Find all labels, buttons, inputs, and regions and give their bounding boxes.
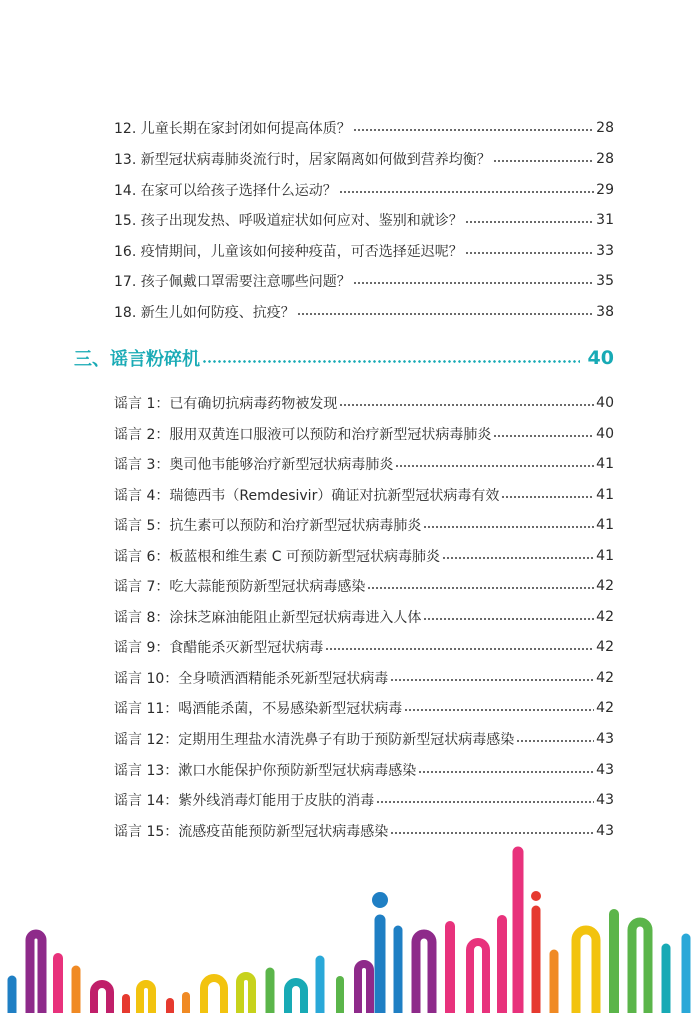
toc-entry-label: 15. 孩子出现发热、呼吸道症状如何应对、鉴别和就诊？ — [114, 213, 463, 229]
toc-entry-page: 29 — [596, 182, 614, 198]
rumor-entry[interactable] — [114, 545, 614, 567]
rumor-entry[interactable] — [114, 484, 614, 506]
toc-entry-label: 14. 在家可以给孩子选择什么运动？ — [114, 183, 337, 199]
dot-leader — [390, 679, 594, 681]
toc-entry-page: 28 — [596, 120, 614, 136]
dot-leader — [353, 282, 594, 284]
toc-entry[interactable] — [114, 240, 614, 262]
rumor-label: 谣言 11：喝酒能杀菌，不易感染新型冠状病毒 — [114, 701, 403, 717]
toc-entry-label: 16. 疫情期间，儿童该如何接种疫苗，可否选择延迟呢？ — [114, 244, 463, 260]
toc-entry[interactable] — [114, 301, 614, 323]
rumor-label: 谣言 9：食醋能杀灭新型冠状病毒 — [114, 640, 324, 656]
rumor-entry[interactable] — [114, 514, 614, 536]
rumor-label: 谣言 10：全身喷洒酒精能杀死新型冠状病毒 — [114, 671, 389, 687]
toc-entry[interactable] — [114, 117, 614, 139]
rumor-entry[interactable] — [114, 606, 614, 628]
dot-leader — [404, 709, 594, 711]
rumor-page: 42 — [596, 700, 614, 716]
rumor-label: 谣言 5：抗生素可以预防和治疗新型冠状病毒肺炎 — [114, 518, 422, 534]
dot-leader — [418, 771, 594, 773]
rumor-label: 谣言 13：漱口水能保护你预防新型冠状病毒感染 — [114, 763, 417, 779]
rumor-page: 42 — [596, 578, 614, 594]
dot-leader — [297, 313, 594, 315]
section-title: 三、谣言粉碎机 — [74, 349, 200, 370]
toc-entry-page: 35 — [596, 273, 614, 289]
dot-leader — [501, 496, 594, 498]
dot-leader — [353, 129, 594, 131]
rumor-page: 43 — [596, 823, 614, 839]
toc-entry-label: 12. 儿童长期在家封闭如何提高体质？ — [114, 121, 351, 137]
toc-entry-label: 13. 新型冠状病毒肺炎流行时，居家隔离如何做到营养均衡？ — [114, 152, 491, 168]
dot-leader — [339, 191, 594, 193]
toc-entry[interactable] — [114, 209, 614, 231]
rumor-label: 谣言 2：服用双黄连口服液可以预防和治疗新型冠状病毒肺炎 — [114, 427, 492, 443]
dot-leader — [423, 526, 594, 528]
dot-leader — [465, 221, 594, 223]
rumor-entry[interactable] — [114, 453, 614, 475]
dot-leader — [516, 740, 594, 742]
toc-entry[interactable] — [114, 179, 614, 201]
rumor-label: 谣言 14：紫外线消毒灯能用于皮肤的消毒 — [114, 793, 375, 809]
dot-leader — [493, 435, 594, 437]
dot-leader — [202, 360, 580, 363]
rumor-entry[interactable] — [114, 697, 614, 719]
rumor-page: 41 — [596, 548, 614, 564]
dot-leader — [376, 801, 594, 803]
rumor-label: 谣言 7：吃大蒜能预防新型冠状病毒感染 — [114, 579, 366, 595]
rumor-page: 40 — [596, 426, 614, 442]
dot-leader — [493, 160, 594, 162]
rumor-page: 41 — [596, 456, 614, 472]
rumor-page: 42 — [596, 670, 614, 686]
toc-entry-page: 38 — [596, 304, 614, 320]
toc-entry-page: 31 — [596, 212, 614, 228]
section-heading-rumors[interactable] — [74, 344, 614, 372]
section-page: 40 — [587, 347, 614, 369]
rumor-page: 41 — [596, 517, 614, 533]
rumor-entry[interactable] — [114, 423, 614, 445]
toc-entry-label: 17. 孩子佩戴口罩需要注意哪些问题？ — [114, 274, 351, 290]
dot-leader — [325, 648, 594, 650]
rumor-page: 40 — [596, 395, 614, 411]
dot-leader — [423, 618, 594, 620]
rumor-label: 谣言 6：板蓝根和维生素 C 可预防新型冠状病毒肺炎 — [114, 549, 441, 565]
rumor-label: 谣言 15：流感疫苗能预防新型冠状病毒感染 — [114, 824, 389, 840]
toc-entry[interactable] — [114, 270, 614, 292]
dot-leader — [367, 587, 594, 589]
toc-entry-page: 28 — [596, 151, 614, 167]
toc-entry[interactable] — [114, 148, 614, 170]
rumor-page: 42 — [596, 639, 614, 655]
rumor-page: 42 — [596, 609, 614, 625]
rumor-entry[interactable] — [114, 728, 614, 750]
rumor-entry[interactable] — [114, 789, 614, 811]
rumor-entry[interactable] — [114, 636, 614, 658]
dot-leader — [395, 465, 594, 467]
toc-entry-label: 18. 新生儿如何防疫、抗疫？ — [114, 305, 295, 321]
rumor-page: 43 — [596, 792, 614, 808]
dot-leader — [442, 557, 594, 559]
rumor-label: 谣言 4：瑞德西韦（Remdesivir）确证对抗新型冠状病毒有效 — [114, 488, 500, 504]
rumor-entry[interactable] — [114, 667, 614, 689]
rumor-entry[interactable] — [114, 759, 614, 781]
decorative-color-bars — [0, 830, 700, 1013]
rumor-page: 43 — [596, 731, 614, 747]
rumor-label: 谣言 3：奥司他韦能够治疗新型冠状病毒肺炎 — [114, 457, 394, 473]
rumor-entry[interactable] — [114, 575, 614, 597]
rumor-label: 谣言 1：已有确切抗病毒药物被发现 — [114, 396, 338, 412]
rumor-page: 43 — [596, 762, 614, 778]
dot-leader — [465, 252, 594, 254]
rumor-label: 谣言 8：涂抹芝麻油能阻止新型冠状病毒进入人体 — [114, 610, 422, 626]
dot-leader — [339, 404, 594, 406]
rumor-label: 谣言 12：定期用生理盐水清洗鼻子有助于预防新型冠状病毒感染 — [114, 732, 515, 748]
toc-entry-page: 33 — [596, 243, 614, 259]
rumor-entry[interactable] — [114, 392, 614, 414]
rumor-page: 41 — [596, 487, 614, 503]
